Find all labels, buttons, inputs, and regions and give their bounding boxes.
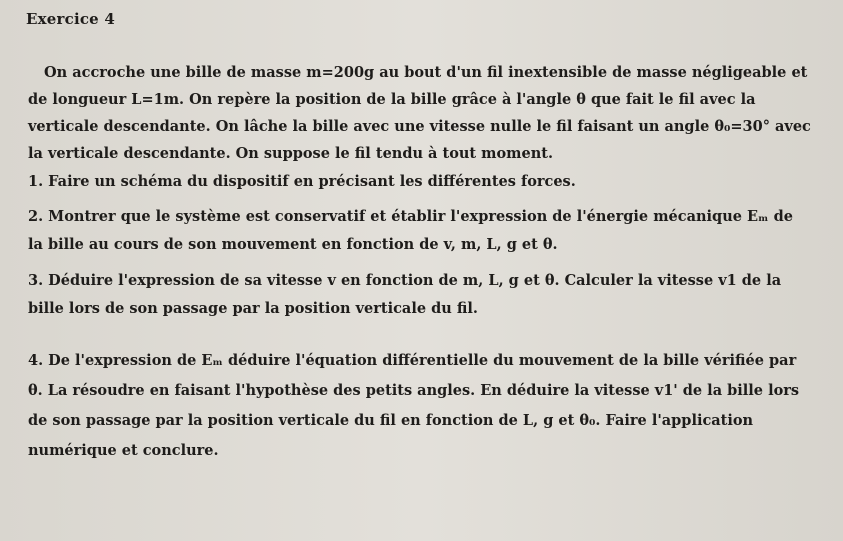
text-line-1: On accroche une bille de masse m=200g au bout d'un fil inextensible de masse négligeable et [44, 64, 808, 81]
text-line-3: verticale descendante. On lâche la bille avec une vitesse nulle le fil faisant un angle θ₀=30° avec [28, 118, 811, 135]
question-4-line-4: numérique et conclure. [28, 442, 219, 459]
question-2-line-1: 2. Montrer que le système est conservatif et établir l'expression de l'énergie mécanique Eₘ de [28, 208, 794, 225]
question-2-line-2: la bille au cours de son mouvement en fonction de v, m, L, g et θ. [28, 236, 558, 253]
question-1: 1. Faire un schéma du dispositif en précisant les différentes forces. [28, 173, 576, 190]
text-line-4: la verticale descendante. On suppose le fil tendu à tout moment. [28, 145, 554, 162]
question-4-line-1: 4. De l'expression de Eₘ déduire l'équation différentielle du mouvement de la bille vérifiée par [28, 352, 797, 369]
text-line-2: de longueur L=1m. On repère la position de la bille grâce à l'angle θ que fait le fil avec la [28, 91, 756, 108]
question-3-line-1: 3. Déduire l'expression de sa vitesse v en fonction de m, L, g et θ. Calculer la vitesse v1 de la [28, 272, 782, 289]
exercise-title: Exercice 4 [26, 10, 115, 28]
question-3-line-2: bille lors de son passage par la position verticale du fil. [28, 300, 478, 317]
question-4-line-2: θ. La résoudre en faisant l'hypothèse des petits angles. En déduire la vitesse v1' de la bille lors [28, 382, 800, 399]
question-4-line-3: de son passage par la position verticale du fil en fonction de L, g et θ₀. Faire l'application [28, 412, 754, 429]
